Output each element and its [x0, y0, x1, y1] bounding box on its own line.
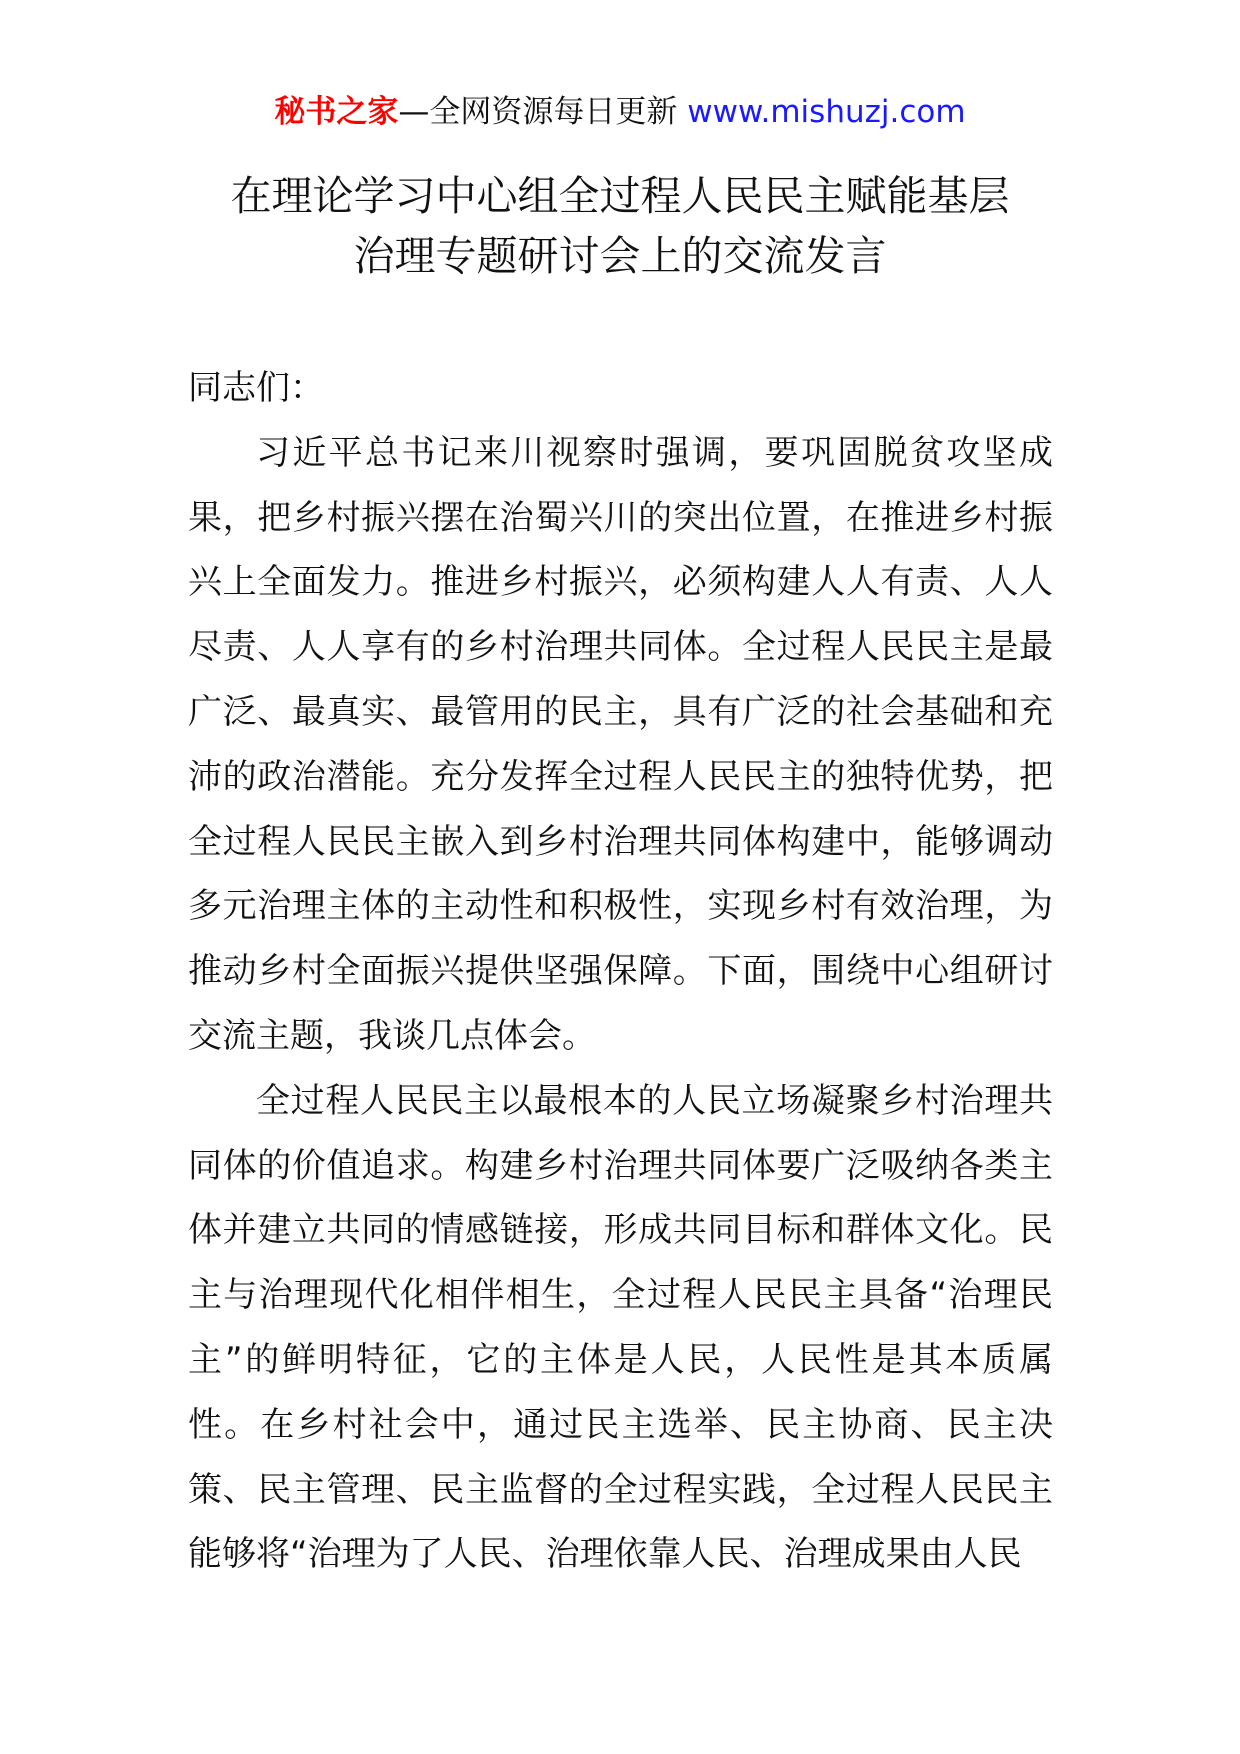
site-url-link[interactable]: www.mishuzj.com — [687, 94, 966, 130]
document-title — [0, 166, 1240, 286]
site-tagline: —全网资源每日更新 — [398, 94, 688, 130]
site-banner — [0, 92, 1240, 132]
title-line-2: 治理专题研讨会上的交流发言 — [353, 232, 887, 280]
title-line-1: 在理论学习中心组全过程人民民主赋能基层 — [230, 172, 1010, 220]
paragraph-2: 全过程人民民主以最根本的人民立场凝聚乡村治理共同体的价值追求。构建乡村治理共同体要广泛吸纳各类主体并建立共同的情感链接，形成共同目标和群体文化。民主与治理现代化相伴相生，全过程人民民主具备“治理民主”的鲜明特征，它的主体是人民，人民性是其本质属性。在乡村社会中，通过民主选举、民主协商、民主决策、民主管理、民主监督的全过程实践，全过程人民民主能够将“治理为了人民、治理依靠人民、治理成果由人民 — [188, 1080, 1053, 1575]
site-brand: 秘书之家 — [274, 94, 399, 130]
salutation: 同志们： — [188, 368, 324, 408]
document-body — [188, 356, 1053, 1587]
paragraph-1: 习近平总书记来川视察时强调，要巩固脱贫攻坚成果，把乡村振兴摆在治蜀兴川的突出位置，在推进乡村振兴上全面发力。推进乡村振兴，必须构建人人有责、人人尽责、人人享有的乡村治理共同体。全过程人民民主是最广泛、最真实、最管用的民主，具有广泛的社会基础和充沛的政治潜能。充分发挥全过程人民民主的独特优势，把全过程人民民主嵌入到乡村治理共同体构建中，能够调动多元治理主体的主动性和积极性，实现乡村有效治理，为推动乡村全面振兴提供坚强保障。下面，围绕中心组研讨交流主题，我谈几点体会。 — [188, 432, 1053, 1056]
